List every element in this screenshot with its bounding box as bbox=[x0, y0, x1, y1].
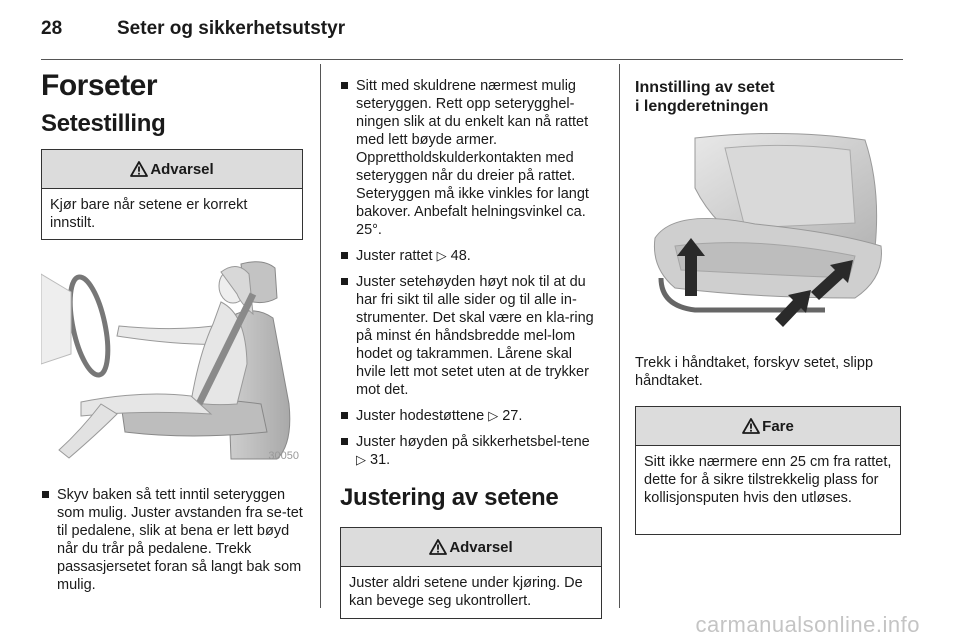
warning-triangle-icon bbox=[742, 418, 760, 434]
list-item: Juster hodestøttene ▷ 27. bbox=[340, 407, 604, 425]
page-number: 28 bbox=[41, 18, 63, 39]
danger-text: Sitt ikke nærmere enn 25 cm fra rattet, dette for å sikre tilstrekkelig plass for kollisjonsputen hvis den utløses. bbox=[644, 454, 892, 506]
subsection-title: Setestilling bbox=[41, 110, 166, 137]
bullet-list bbox=[41, 486, 303, 594]
warning-text: Juster aldri setene under kjøring. De kan bevege seg ukontrollert. bbox=[349, 575, 583, 609]
seat-illustration bbox=[635, 128, 901, 338]
warning-box bbox=[340, 527, 602, 619]
seat-adjustment-illustration bbox=[635, 128, 901, 338]
driver-seat-illustration bbox=[41, 254, 303, 464]
warning-title: Advarsel bbox=[150, 160, 214, 178]
column-2 bbox=[340, 77, 604, 619]
subsection-title: Innstilling av setet i lengderetningen bbox=[635, 79, 775, 115]
warning-header bbox=[42, 150, 302, 189]
warning-triangle-icon bbox=[130, 161, 148, 177]
page-reference-arrow-icon: ▷ bbox=[436, 248, 447, 263]
illustration-caption: Trekk i håndtaket, forskyv setet, slipp håndtaket. bbox=[635, 355, 874, 389]
section-title: Forseter bbox=[41, 69, 158, 102]
page-reference[interactable]: 48. bbox=[450, 248, 471, 264]
running-title: Seter og sikkerhetsutstyr bbox=[117, 18, 346, 39]
seating-position-illustration bbox=[41, 254, 303, 464]
list-item: Juster høyden på sikkerhetsbel-tene ▷ 31. bbox=[340, 433, 604, 469]
warning-text: Kjør bare når setene er korrekt innstilt. bbox=[50, 197, 248, 231]
header-rule bbox=[41, 59, 903, 60]
warning-triangle-icon bbox=[429, 539, 447, 555]
page-header bbox=[41, 18, 921, 48]
section-title: Justering av setene bbox=[340, 484, 559, 511]
column-3 bbox=[635, 78, 903, 535]
watermark: carmanualsonline.info bbox=[695, 612, 920, 637]
bullet-list bbox=[340, 77, 604, 469]
page-reference[interactable]: 31. bbox=[370, 452, 391, 468]
danger-header bbox=[636, 407, 900, 446]
warning-title: Advarsel bbox=[449, 538, 513, 556]
list-item: Sitt med skuldrene nærmest mulig seteryggen. Rett opp seterygghel-ningen slik at du enkelt kan nå rattet med lett bøyde armer. Opprettholdskulderkontakten med seteryggen når du dreier på rattet. Seteryggen må ikke vinkles for langt bakover. Anbefalt helningsvinkel ca. 25°. bbox=[340, 77, 604, 239]
page-reference-arrow-icon: ▷ bbox=[488, 408, 499, 423]
danger-box bbox=[635, 406, 901, 535]
column-separator bbox=[320, 64, 321, 608]
list-item: Skyv baken så tett inntil seteryggen som mulig. Juster avstanden fra se-tet til pedalene, slik at bena er lett bøyd når du trår på pedalene. Trekk passasjersetet foran så langt bak som mulig. bbox=[41, 486, 303, 594]
figure-number: 30050 bbox=[268, 450, 299, 462]
danger-title: Fare bbox=[762, 417, 794, 435]
column-1 bbox=[41, 66, 303, 602]
list-item: Juster setehøyden høyt nok til at du har fri sikt til alle sider og til alle in-strumenter. Det skal være en kla-ring på minst én håndsbredde mel-lom hodet og takrammen. Lårene skal hvile lett mot setet uten at de trykker mot det. bbox=[340, 273, 604, 399]
page-reference[interactable]: 27. bbox=[502, 408, 523, 424]
warning-box bbox=[41, 149, 303, 240]
column-separator bbox=[619, 64, 620, 608]
page-reference-arrow-icon: ▷ bbox=[356, 452, 366, 467]
warning-header bbox=[341, 528, 601, 567]
list-item: Juster rattet ▷ 48. bbox=[340, 247, 604, 265]
